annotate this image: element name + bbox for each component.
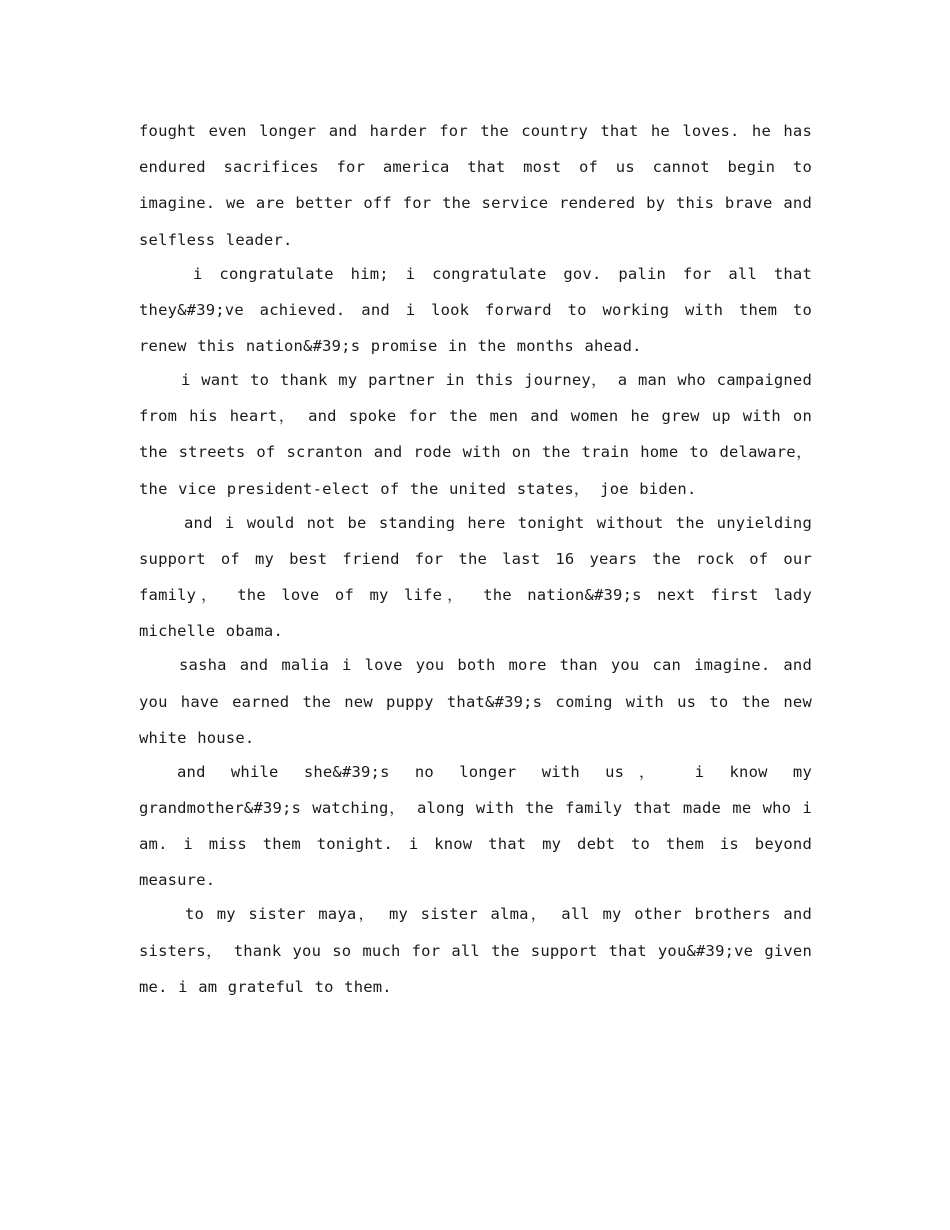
paragraph-3: i want to thank my partner in this journey， a man who campaigned from his heart， and spoke for the men and women he grew up with on the streets of scranton and rode with on the train home to delaware， the vice president-elect of the united states， joe biden.: [139, 371, 812, 498]
document-body: [139, 113, 812, 1003]
paragraph-7: to my sister maya， my sister alma， all my other brothers and sisters， thank you so much for all the support that you&#39;ve given me. i am grateful to them.: [139, 905, 812, 996]
paragraph-5: sasha and malia i love you both more than you can imagine. and you have earned the new puppy that&#39;s coming with us to the new white house.: [139, 656, 812, 747]
paragraph-1: fought even longer and harder for the country that he loves. he has endured sacrifices for america that most of us cannot begin to imagine. we are better off for the service rendered by this brave and selfless leader.: [139, 122, 812, 249]
paragraph-6: and while she&#39;s no longer with us， i know my grandmother&#39;s watching， along with the family that made me who i am. i miss them tonight. i know that my debt to them is beyond measure.: [139, 762, 812, 890]
paragraph-4: and i would not be standing here tonight without the unyielding support of my best friend for the last 16 years the rock of our family， the love of my life， the nation&#39;s next first lady michelle obama.: [139, 513, 812, 641]
paragraph-2: i congratulate him; i congratulate gov. palin for all that they&#39;ve achieved. and i look forward to working with them to renew this nation&#39;s promise in the months ahead.: [139, 264, 812, 356]
